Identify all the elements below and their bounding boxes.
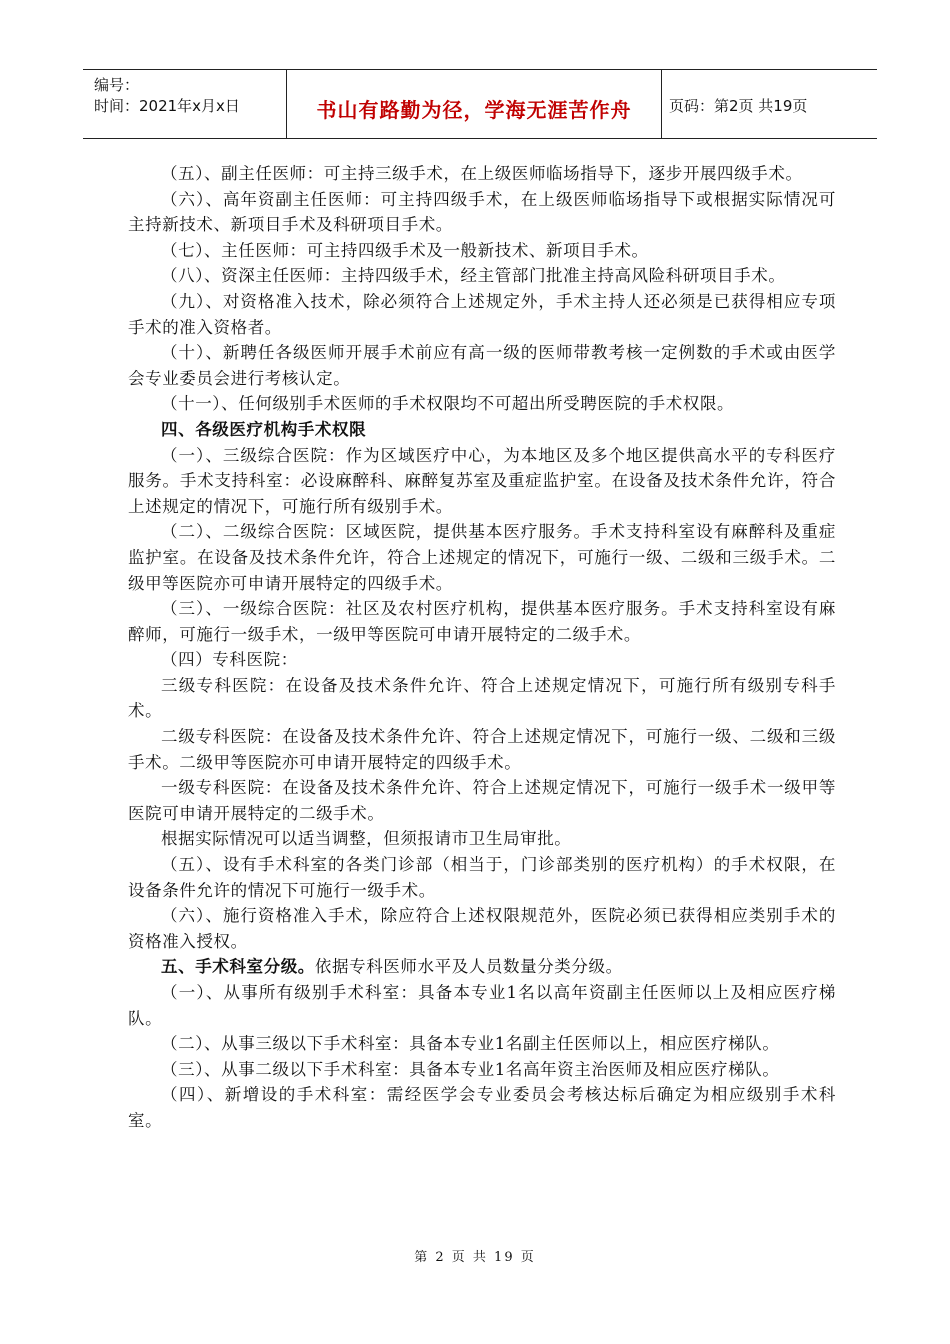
paragraph: （三）、从事二级以下手术科室：具备本专业1名高年资主治医师及相应医疗梯队。 [161,1059,780,1079]
header-motto: 书山有路勤为径，学海无涯苦作舟 [316,98,632,122]
paragraph: （四）、新增设的手术科室：需经医学会专业委员会考核达标后确定为相应级别手术科室。 [128,1085,836,1130]
header-page-cell [661,70,877,138]
paragraph: （二）、从事三级以下手术科室：具备本专业1名副主任医师以上，相应医疗梯队。 [161,1034,780,1054]
paragraph: （五）、副主任医师：可主持三级手术，在上级医师临场指导下，逐步开展四级手术。 [161,164,803,183]
paragraph: （九）、对资格准入技术，除必须符合上述规定外，手术主持人还必须是已获得相应专项手术的准入资格者。 [128,291,836,337]
paragraph: （七）、主任医师：可主持四级手术及一般新技术、新项目手术。 [161,240,649,260]
paragraph: （八）、资深主任医师：主持四级手术，经主管部门批准主持高风险科研项目手术。 [161,266,786,286]
section-heading: 四、各级医疗机构手术权限 [161,419,367,439]
paragraph: 三级专科医院：在设备及技术条件允许、符合上述规定情况下，可施行所有级别专科手术。 [128,675,836,721]
paragraph: （六）、高年资副主任医师：可主持四级手术，在上级医师临场指导下或根据实际情况可主持新技术、新项目手术及科研项目手术。 [128,189,836,235]
paragraph: （二）、二级综合医院：区域医院，提供基本医疗服务。手术支持科室设有麻醉科及重症监护室。在设备及技术条件允许，符合上述规定的情况下，可施行一级、二级和三级手术。二级甲等医院亦可申请开展特定的四级手术。 [128,522,836,593]
paragraph: 根据实际情况可以适当调整，但须报请市卫生局审批。 [161,829,572,849]
paragraph: （一）、三级综合医院：作为区域医疗中心，为本地区及多个地区提供高水平的专科医疗服务。手术支持科室：必设麻醉科、麻醉复苏室及重症监护室。在设备及技术条件允许，符合上述规定的情况下，可施行所有级别手术。 [128,445,836,516]
header-info-cell [83,70,286,138]
paragraph: 一级专科医院：在设备及技术条件允许、符合上述规定情况下，可施行一级手术一级甲等医院可申请开展特定的二级手术。 [128,778,836,823]
section-heading-paragraph [128,954,836,980]
document-time: 时间：2021年x月x日 [94,97,240,115]
page-footer: 第 2 页 共 19 页 [414,1250,536,1265]
document-header [83,69,877,139]
section-heading: 五、手术科室分级。 [161,957,315,977]
header-motto-cell [286,70,662,138]
document-body [128,161,836,1134]
paragraph: （六）、施行资格准入手术，除应符合上述权限规范外，医院必须已获得相应类别手术的资格准入授权。 [128,906,836,951]
paragraph: （十一）、任何级别手术医师的手术权限均不可超出所受聘医院的手术权限。 [161,394,735,414]
paragraph: （十）、新聘任各级医师开展手术前应有高一级的医师带教考核一定例数的手术或由医学会专业委员会进行考核认定。 [128,343,836,388]
paragraph: （五）、设有手术科室的各类门诊部（相当于，门诊部类别的医疗机构）的手术权限，在设备条件允许的情况下可施行一级手术。 [128,855,836,900]
document-number: 编号： [94,76,140,94]
section-heading-text: 依据专科医师水平及人员数量分类分级。 [314,957,623,977]
paragraph: 二级专科医院：在设备及技术条件允许、符合上述规定情况下，可施行一级、二级和三级手术。二级甲等医院亦可申请开展特定的四级手术。 [128,727,836,772]
paragraph: （三）、一级综合医院：社区及农村医疗机构，提供基本医疗服务。手术支持科室设有麻醉师，可施行一级手术，一级甲等医院可申请开展特定的二级手术。 [128,599,836,644]
header-page-number: 页码：第2页 共19页 [669,97,808,115]
paragraph: （一）、从事所有级别手术科室：具备本专业1名以高年资副主任医师以上及相应医疗梯队。 [128,983,836,1028]
paragraph: （四）专科医院： [161,650,298,670]
